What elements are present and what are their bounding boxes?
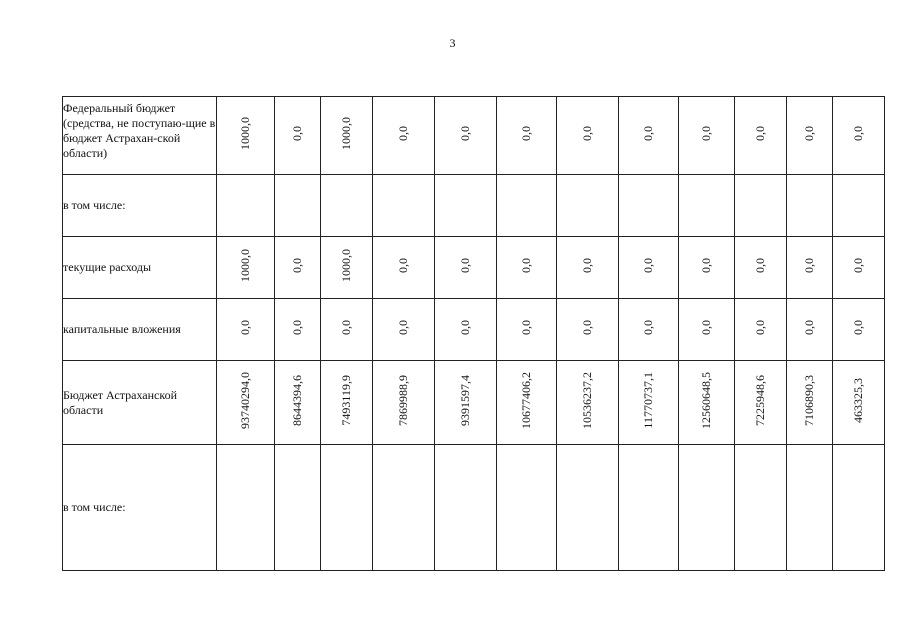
table-cell — [833, 97, 885, 175]
table-cell — [619, 361, 679, 445]
cell-value: 0,0 — [290, 319, 304, 335]
cell-value: 0,0 — [641, 125, 655, 141]
table-row — [63, 175, 885, 237]
table-cell — [735, 361, 787, 445]
table-cell — [735, 299, 787, 361]
table-cell — [735, 175, 787, 237]
cell-value: 0,0 — [458, 257, 472, 273]
cell-value: 0,0 — [851, 319, 865, 335]
table-cell — [373, 237, 435, 299]
table-cell — [497, 175, 557, 237]
row-label: Федеральный бюджет (средства, не поступаю-щие в бюджет Астрахан-ской области) — [63, 97, 217, 175]
table-row — [63, 97, 885, 175]
table-cell — [217, 361, 275, 445]
cell-value: 7869988,9 — [396, 374, 410, 426]
cell-value: 7106890,3 — [802, 374, 816, 426]
table-cell — [619, 175, 679, 237]
table-cell — [619, 299, 679, 361]
cell-value: 1000,0 — [238, 248, 252, 282]
table-cell — [373, 299, 435, 361]
cell-value: 0,0 — [339, 319, 353, 335]
table-cell — [373, 175, 435, 237]
table-cell — [679, 237, 735, 299]
table-cell — [833, 175, 885, 237]
cell-value: 0,0 — [753, 319, 767, 335]
cell-value: 10536237,2 — [580, 371, 594, 429]
budget-table — [62, 96, 885, 571]
table-cell — [275, 237, 321, 299]
table-cell — [787, 237, 833, 299]
row-label: текущие расходы — [63, 237, 217, 299]
table-cell — [557, 175, 619, 237]
cell-value: 8644394,6 — [290, 374, 304, 426]
cell-value: 0,0 — [641, 319, 655, 335]
table-cell — [787, 97, 833, 175]
cell-value: 0,0 — [458, 319, 472, 335]
table-cell — [497, 237, 557, 299]
cell-value: 0,0 — [458, 125, 472, 141]
table-cell — [619, 97, 679, 175]
table-cell — [321, 445, 373, 571]
table-cell — [435, 445, 497, 571]
cell-value: 1000,0 — [339, 248, 353, 282]
cell-value: 7225948,6 — [753, 374, 767, 426]
table-cell — [679, 361, 735, 445]
cell-value: 1000,0 — [238, 116, 252, 150]
table-cell — [321, 361, 373, 445]
row-label: Бюджет Астраханской области — [63, 361, 217, 445]
table-cell — [497, 299, 557, 361]
table-cell — [787, 299, 833, 361]
table-cell — [787, 361, 833, 445]
row-label: в том числе: — [63, 445, 217, 571]
table-cell — [217, 97, 275, 175]
cell-value: 0,0 — [290, 125, 304, 141]
table-cell — [679, 175, 735, 237]
table-cell — [679, 299, 735, 361]
cell-value: 0,0 — [699, 125, 713, 141]
cell-value: 9391597,4 — [458, 374, 472, 426]
table-cell — [833, 445, 885, 571]
table-cell — [557, 445, 619, 571]
table-cell — [373, 361, 435, 445]
table-cell — [787, 175, 833, 237]
cell-value: 0,0 — [641, 257, 655, 273]
cell-value: 0,0 — [699, 257, 713, 273]
cell-value: 0,0 — [580, 319, 594, 335]
cell-value: 0,0 — [580, 257, 594, 273]
table-cell — [435, 237, 497, 299]
cell-value: 0,0 — [396, 319, 410, 335]
table-row — [63, 361, 885, 445]
cell-value: 1000,0 — [339, 116, 353, 150]
table-row — [63, 445, 885, 571]
cell-value: 0,0 — [802, 257, 816, 273]
cell-value: 0,0 — [699, 319, 713, 335]
table-cell — [619, 445, 679, 571]
cell-value: 0,0 — [802, 319, 816, 335]
table-cell — [275, 445, 321, 571]
page-number: 3 — [449, 36, 456, 50]
cell-value: 0,0 — [519, 319, 533, 335]
cell-value: 0,0 — [290, 257, 304, 273]
table-row — [63, 237, 885, 299]
table-cell — [275, 361, 321, 445]
table-cell — [497, 361, 557, 445]
cell-value: 0,0 — [396, 257, 410, 273]
table-cell — [275, 97, 321, 175]
table-cell — [275, 299, 321, 361]
table-cell — [373, 97, 435, 175]
cell-value: 0,0 — [851, 257, 865, 273]
cell-value: 7493119,9 — [339, 374, 353, 426]
table-cell — [435, 299, 497, 361]
cell-value: 463325,3 — [851, 377, 865, 423]
cell-value: 12560648,5 — [699, 371, 713, 429]
table-cell — [833, 237, 885, 299]
table-cell — [435, 361, 497, 445]
table-cell — [435, 97, 497, 175]
row-label: капитальные вложения — [63, 299, 217, 361]
table-cell — [833, 299, 885, 361]
cell-value: 0,0 — [519, 125, 533, 141]
table-cell — [321, 97, 373, 175]
table-cell — [833, 361, 885, 445]
table-cell — [217, 237, 275, 299]
table-cell — [735, 445, 787, 571]
table-cell — [275, 175, 321, 237]
table-cell — [787, 445, 833, 571]
table-cell — [321, 299, 373, 361]
cell-value: 0,0 — [753, 257, 767, 273]
table-cell — [217, 445, 275, 571]
cell-value: 93740294,0 — [238, 371, 252, 429]
table-cell — [497, 445, 557, 571]
cell-value: 0,0 — [396, 125, 410, 141]
table-cell — [557, 361, 619, 445]
table-cell — [321, 237, 373, 299]
table-cell — [735, 97, 787, 175]
table-cell — [217, 299, 275, 361]
table-cell — [619, 237, 679, 299]
cell-value: 0,0 — [519, 257, 533, 273]
cell-value: 0,0 — [802, 125, 816, 141]
table-cell — [497, 97, 557, 175]
table-cell — [679, 445, 735, 571]
table-cell — [679, 97, 735, 175]
table-cell — [557, 237, 619, 299]
table-cell — [557, 299, 619, 361]
cell-value: 0,0 — [580, 125, 594, 141]
table-cell — [321, 175, 373, 237]
table-cell — [735, 237, 787, 299]
cell-value: 11770737,1 — [641, 371, 655, 429]
row-label: в том числе: — [63, 175, 217, 237]
cell-value: 0,0 — [238, 319, 252, 335]
table-cell — [217, 175, 275, 237]
table-row — [63, 299, 885, 361]
table-cell — [557, 97, 619, 175]
budget-table-body — [63, 97, 885, 571]
table-cell — [373, 445, 435, 571]
cell-value: 10677406,2 — [519, 371, 533, 429]
table-cell — [435, 175, 497, 237]
cell-value: 0,0 — [753, 125, 767, 141]
cell-value: 0,0 — [851, 125, 865, 141]
